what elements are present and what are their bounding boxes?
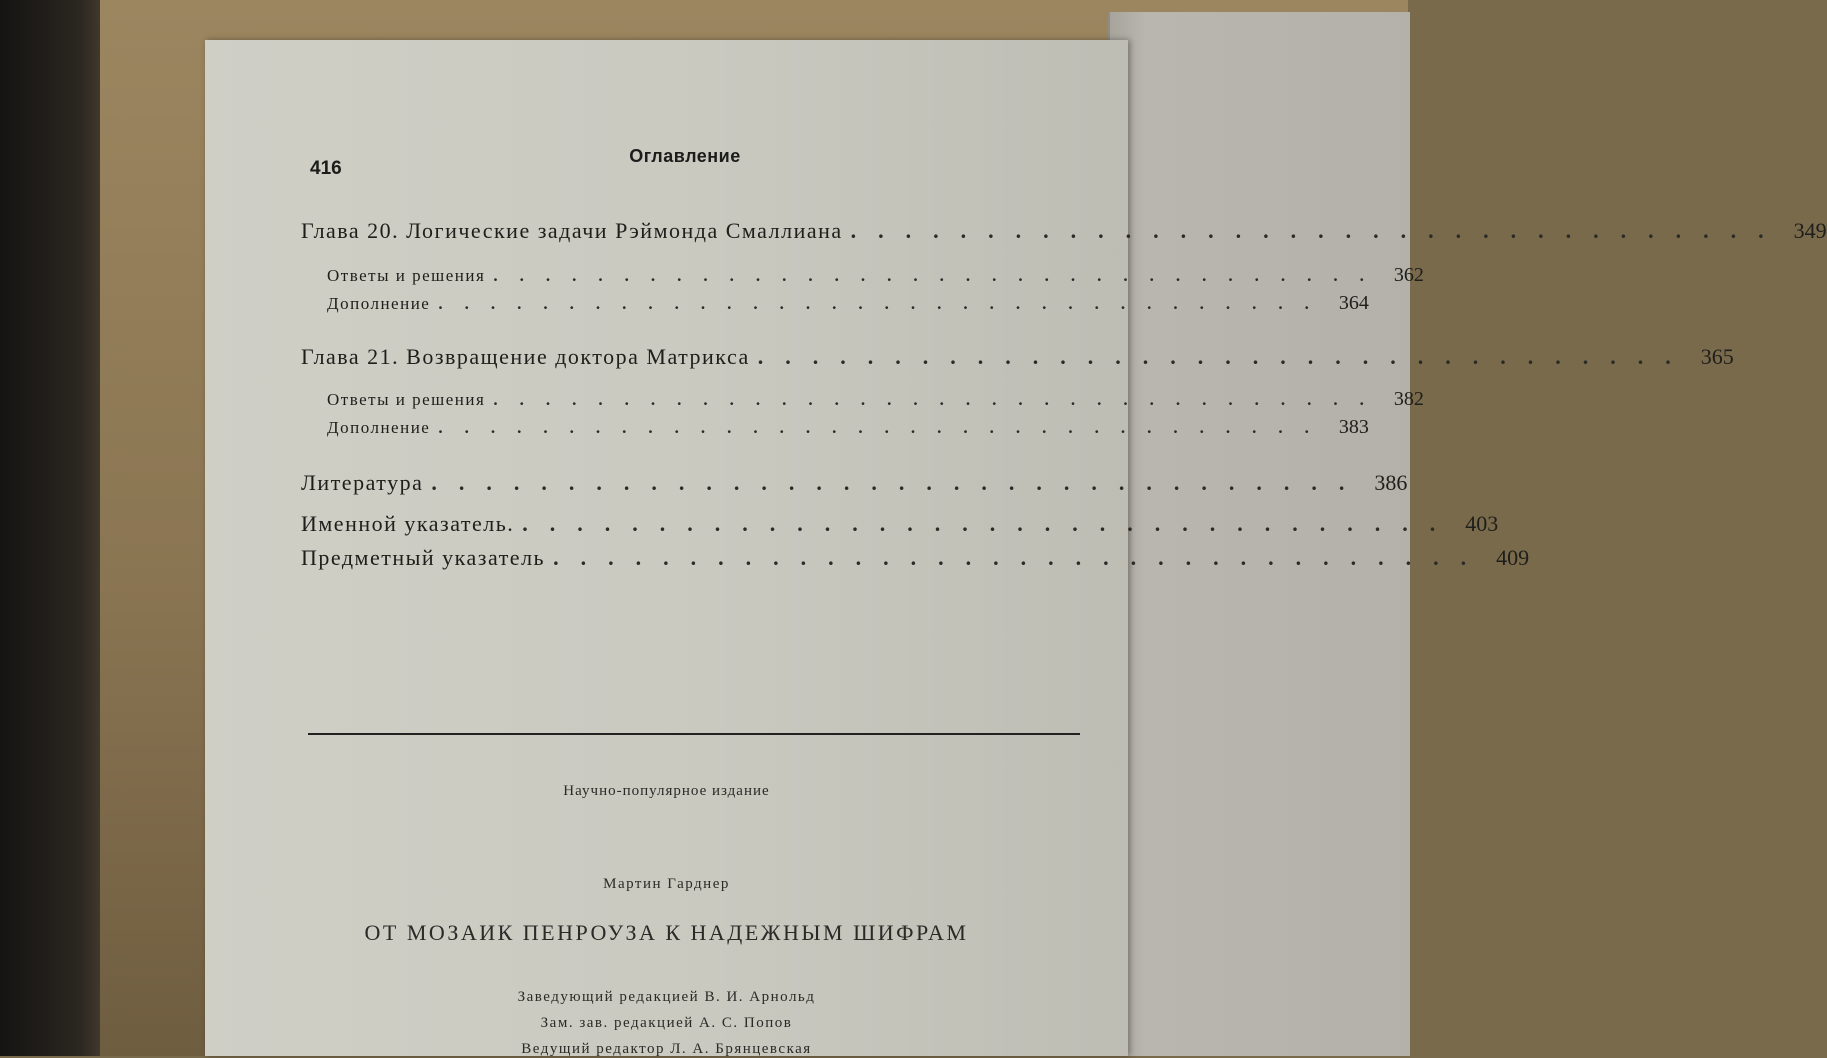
toc-entry-chapter-20: [301, 218, 1827, 244]
author-name: Мартин Гарднер: [603, 876, 730, 892]
toc-entry-page: 409: [1496, 545, 1530, 570]
toc-entry-page: 362: [1393, 264, 1424, 286]
toc-entry-answers-21: [327, 388, 1424, 411]
toc-entry-label: Дополнение: [327, 294, 431, 313]
toc-leader-dots: ..................................: [493, 266, 1386, 285]
toc-entry-supplement-21: [327, 416, 1369, 439]
running-header: Оглавление: [629, 146, 741, 166]
toc-entry-page: 403: [1465, 511, 1499, 536]
toc-leader-dots: ..................................: [553, 545, 1489, 570]
toc-entry-label: Ответы и решения: [327, 390, 486, 409]
toc-entry-name-index: [301, 511, 1499, 537]
toc-entry-label: Предметный указатель: [301, 545, 546, 570]
toc-entry-literature: [301, 470, 1408, 496]
book-title: ОТ МОЗАИК ПЕНРОУЗА К НАДЕЖНЫМ ШИФРАМ: [364, 920, 969, 945]
toc-leader-dots: ..................................: [522, 511, 1458, 536]
credit-line: Заведующий редакцией В. И. Арнольд: [517, 989, 816, 1005]
toc-leader-dots: ..................................: [757, 344, 1693, 369]
page-number: 416: [310, 158, 342, 179]
toc-leader-dots: ..................................: [438, 294, 1331, 313]
toc-entry-page: 386: [1374, 470, 1408, 495]
toc-entry-label: Именной указатель.: [301, 511, 515, 536]
edition-note: Научно-популярное издание: [563, 783, 770, 799]
toc-entry-answers-20: [327, 264, 1424, 287]
toc-entry-label: Литература: [301, 470, 424, 495]
desk-background-dark: [0, 0, 112, 1056]
toc-leader-dots: ..................................: [493, 390, 1386, 409]
section-divider: [308, 733, 1080, 735]
book-page: [205, 40, 1827, 1057]
toc-entry-label: Глава 20. Логические задачи Рэймонда Смаллиана: [301, 218, 843, 243]
toc-leader-dots: ..................................: [438, 418, 1331, 437]
toc-entry-label: Ответы и решения: [327, 266, 486, 285]
toc-entry-page: 349: [1793, 218, 1827, 243]
toc-entry-page: 383: [1338, 416, 1369, 438]
toc-entry-supplement-20: [327, 292, 1369, 315]
toc-leader-dots: ..................................: [850, 218, 1786, 243]
credit-line: Зам. зав. редакцией А. С. Попов: [540, 1015, 793, 1031]
toc-entry-label: Глава 21. Возвращение доктора Матрикса: [301, 344, 750, 369]
toc-leader-dots: ..................................: [431, 470, 1367, 495]
toc-entry-label: Дополнение: [327, 418, 431, 437]
toc-entry-page: 365: [1700, 344, 1734, 369]
toc-entry-chapter-21: [301, 344, 1734, 370]
credit-line: Ведущий редактор Л. А. Брянцевская: [521, 1041, 812, 1057]
toc-entry-page: 364: [1338, 292, 1369, 314]
toc-entry-subject-index: [301, 545, 1530, 571]
toc-entry-page: 382: [1393, 388, 1424, 410]
